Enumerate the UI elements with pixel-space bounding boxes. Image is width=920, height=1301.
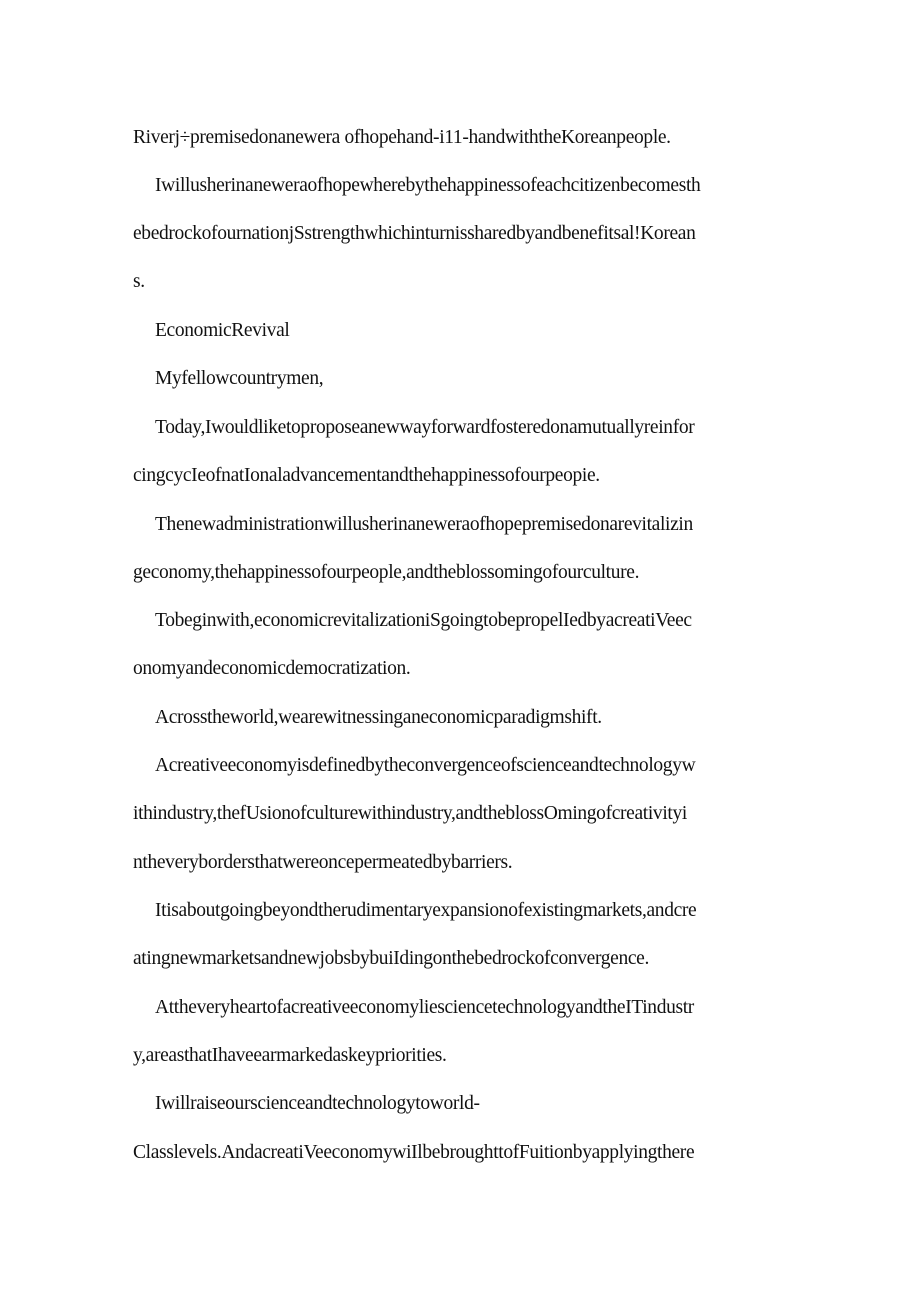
text-line: Myfellowcountrymen, <box>155 368 324 389</box>
text-line: geconomy,thehappinessofourpeople,andtheblossomingofourculture. <box>133 562 640 583</box>
text-line: y,areasthatIhaveearmarkedaskeypriorities. <box>133 1045 447 1066</box>
text-line: ntheverybordersthatwereoncepermeatedbybarriers. <box>133 852 513 873</box>
text-line: AttheveryheartofacreativeeconomyliesciencetechnologyandtheITindustr <box>155 997 694 1018</box>
text-line: s. <box>133 271 145 292</box>
text-line: Acrosstheworld,wearewitnessinganeconomicparadigmshift. <box>155 707 602 728</box>
text-line: Iwillraiseourscienceandtechnologytoworld- <box>155 1093 480 1114</box>
text-line: Tobeginwith,economicrevitalizationiSgoingtobepropelIedbyacreatiVeec <box>155 610 692 631</box>
text-line: Today,Iwouldliketoproposeanewwayforwardfosteredonamutuallyreinfor <box>155 417 695 438</box>
text-line: Riverj÷premisedonanewera ofhopehand-i11-handwiththeKoreanpeople. <box>133 127 671 148</box>
text-line: Thenewadministrationwillusherinaneweraofhopepremisedonarevitalizin <box>155 514 693 535</box>
text-line: Acreativeeconomyisdefinedbytheconvergenceofscienceandtechnologyw <box>155 755 696 776</box>
text-line: Iwillusherinaneweraofhopewherebythehappinessofeachcitizenbecomesth <box>155 175 701 196</box>
text-line: onomyandeconomicdemocratization. <box>133 658 411 679</box>
text-line: cingcycIeofnatIonaladvancementandthehappinessofourpeopie. <box>133 465 600 486</box>
text-line: ebedrockofournationjSstrengthwhichinturnissharedbyandbenefitsal!Korean <box>133 223 696 244</box>
section-heading: EconomicRevival <box>155 320 290 341</box>
text-line: Itisaboutgoingbeyondtherudimentaryexpansionofexistingmarkets,andcre <box>155 900 697 921</box>
text-line: atingnewmarketsandnewjobsbybuiIdingonthebedrockofconvergence. <box>133 948 649 969</box>
text-line: Classlevels.AndacreatiVeeconomywiIlbebroughttofFuitionbyapplyingthere <box>133 1142 695 1163</box>
text-line: ithindustry,thefUsionofculturewithindustry,andtheblossOmingofcreativityi <box>133 803 687 824</box>
